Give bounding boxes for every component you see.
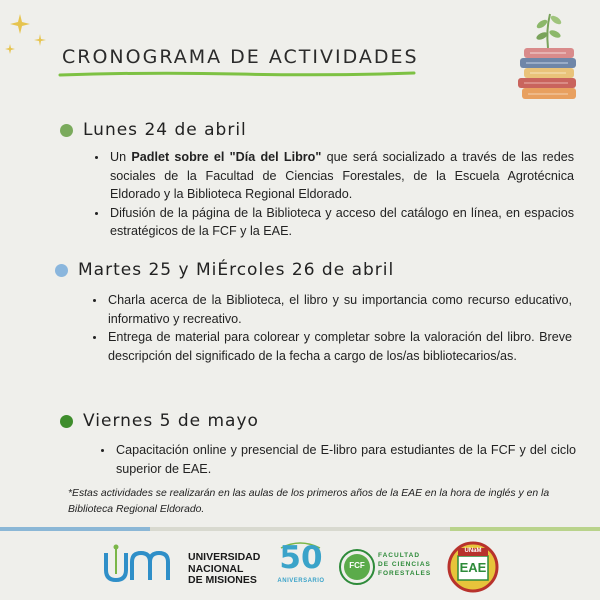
book-stack-icon [506,6,590,106]
title-underline [58,70,418,78]
color-band [0,527,600,531]
section-dot [55,264,68,277]
page-title: CRONOGRAMA DE ACTIVIDADES [62,46,419,68]
anniversary-label: ANIVERSARIO [277,578,325,584]
list-item: • Entrega de material para colorear y completar sobre la valoración del libro. Breve descripción del significado de la fecha a cargo de los/as bibliotecarios/as. [106,328,572,365]
sparkles-icon [0,0,60,60]
list-item: • Charla acerca de la Biblioteca, el libro y su importancia como recurso educativo, informativo y recreativo. [106,291,572,328]
section-heading-friday [60,411,259,431]
section-heading-text: Viernes 5 de mayo [83,411,259,431]
section-dot [60,124,73,137]
list-item: • Capacitación online y presencial de E-libro para estudiantes de la FCF y del ciclo superior de EAE. [114,441,576,478]
fcf-name: FACULTAD DE CIENCIAS FORESTALES [378,552,432,577]
section-heading-monday [60,120,247,140]
anniversary-number: 50 [279,540,323,576]
list-item: • Difusión de la página de la Biblioteca y acceso del catálogo en línea, en espacios estratégicos de la FCF y la EAE. [108,204,574,241]
footnote: *Estas actividades se realizarán en las aulas de los primeros años de la EAE en la hora de inglés y en la Biblioteca Regional Eldorado. [68,488,550,515]
section-heading-tuesday-wednesday [55,260,394,280]
eae-badge-text: EAE [459,560,487,575]
section-heading-text: Martes 25 y MiÉrcoles 26 de abril [78,260,395,280]
list-item: • Un Padlet sobre el "Día del Libro" que será socializado a través de las redes sociales de la Facultad de Ciencias Forestales, de la Escuela Agrotécnica Eldorado y la Biblioteca Regional Eldorado. [108,148,574,204]
monday-activity-list [92,148,574,241]
tuesday-activity-list [90,291,572,365]
unam-badge-text: UNaM [464,548,482,554]
fcf-badge-text: FCF [349,561,365,570]
section-dot [60,415,73,428]
unam-logo-icon [106,545,168,581]
section-heading-text: Lunes 24 de abril [83,120,247,140]
friday-activity-list [98,441,576,478]
unam-name: UNIVERSIDAD NACIONAL DE MISIONES [188,551,261,586]
